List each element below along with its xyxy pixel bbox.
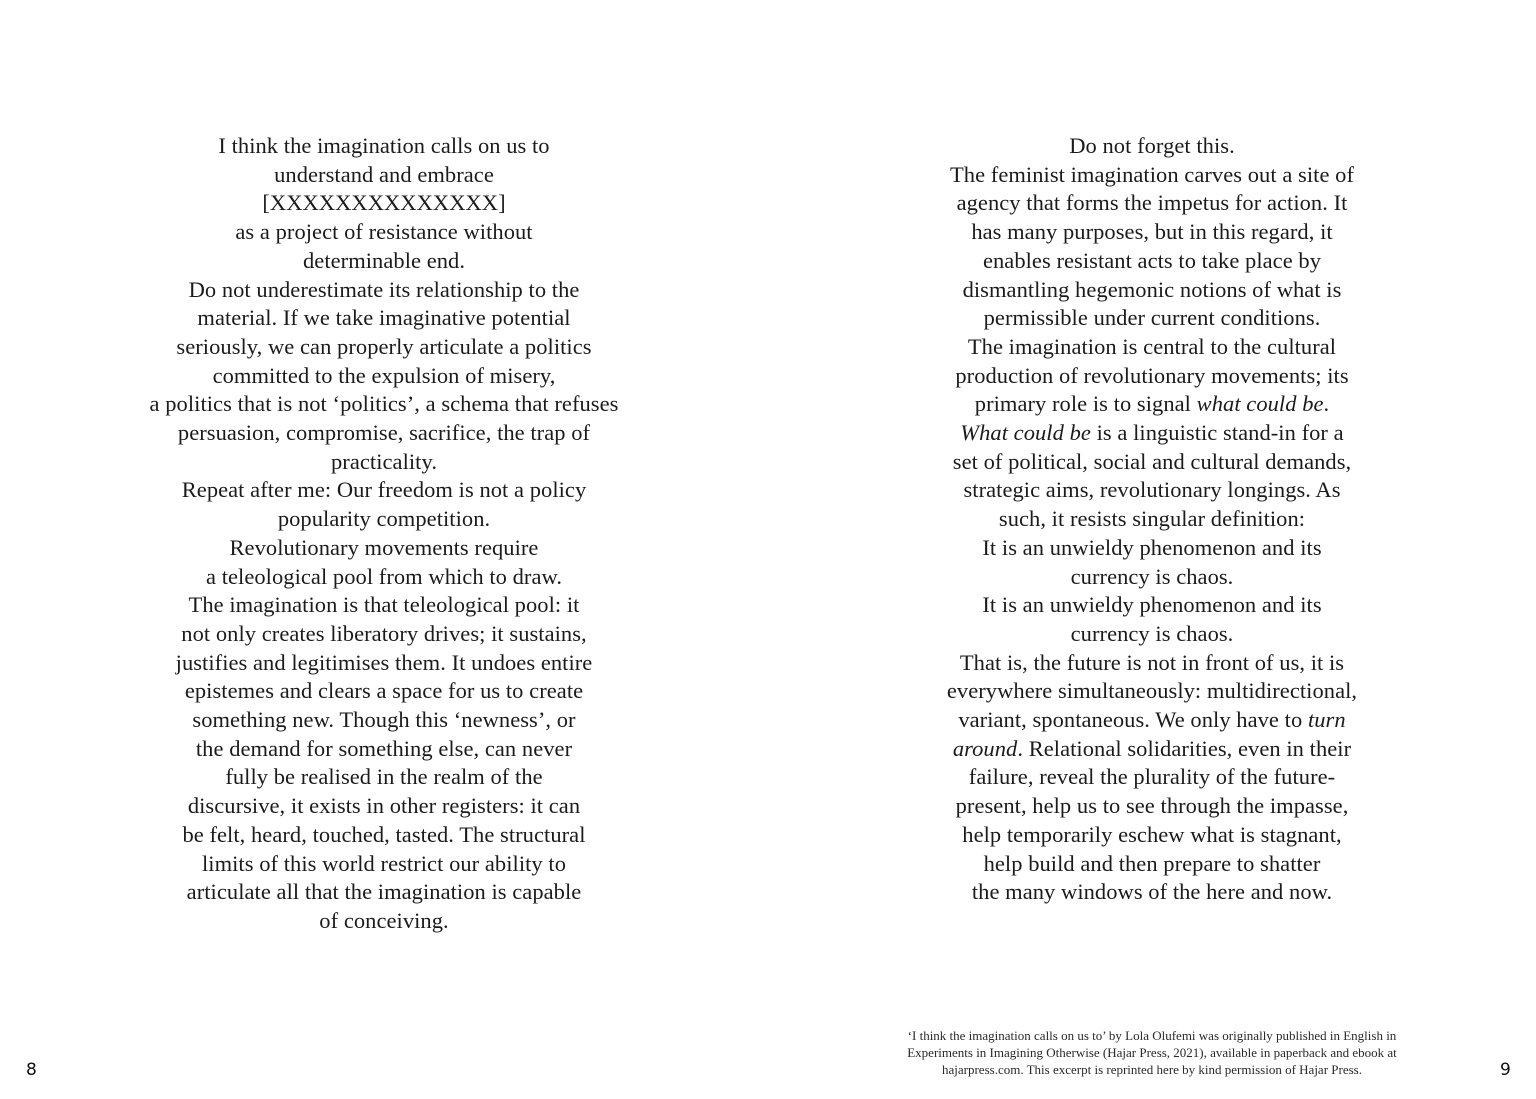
text-segment: help temporarily eschew what is stagnant, (962, 821, 1342, 847)
poem-line (892, 276, 1412, 305)
text-segment: agency that forms the impetus for action. It (956, 190, 1348, 216)
poem-line: justifies and legitimises them. It undoes entire (175, 649, 593, 675)
poem-line (892, 563, 1412, 592)
poem-line (892, 591, 1412, 620)
poem-line (892, 649, 1412, 678)
poem-line (892, 390, 1412, 419)
page-number-left: 8 (26, 1060, 37, 1080)
poem-line: [XXXXXXXXXXXXXX] (262, 190, 506, 216)
poem-line: as a project of resistance without (235, 219, 533, 245)
text-segment: such, it resists singular definition: (998, 506, 1306, 532)
poem-line: Do not underestimate its relationship to the (188, 276, 580, 302)
poem-line: popularity competition. (277, 506, 491, 532)
poem-line: something new. Though this ‘newness’, or (192, 707, 576, 733)
poem-line: of conceiving. (319, 907, 449, 933)
poem-line (892, 821, 1412, 850)
text-segment: primary role is to signal (974, 391, 1197, 417)
text-segment: currency is chaos. (1070, 563, 1234, 589)
credit-line: Experiments in Imagining Otherwise (Hajar Press, 2021), available in paperback and ebook at (907, 1045, 1397, 1061)
italic-phrase: what could be (1196, 391, 1324, 417)
poem-line: seriously, we can properly articulate a politics (176, 333, 592, 359)
italic-phrase: What could be (960, 420, 1091, 446)
text-segment: everywhere simultaneously: multidirectional, (946, 678, 1358, 704)
text-segment: Do not forget this. (1069, 133, 1235, 158)
poem-line: be felt, heard, touched, tasted. The structural (182, 821, 586, 847)
poem-line: understand and embrace (274, 161, 494, 187)
publication-credit (852, 1027, 1452, 1079)
text-segment: . Relational solidarities, even in their (1017, 735, 1352, 761)
poem-line (892, 735, 1412, 764)
poem-line: discursive, it exists in other registers: it can (187, 793, 581, 819)
page-number-right: 9 (1500, 1060, 1511, 1080)
text-segment: dismantling hegemonic notions of what is (962, 276, 1342, 302)
poem-line (892, 304, 1412, 333)
poem-line (892, 792, 1412, 821)
poem-line (892, 878, 1412, 907)
poem-line: persuasion, compromise, sacrifice, the trap of (177, 420, 591, 446)
text-segment: The imagination is central to the cultural (967, 333, 1337, 359)
poem-line: epistemes and clears a space for us to create (184, 678, 584, 704)
poem-line (892, 706, 1412, 735)
text-segment: the many windows of the here and now. (971, 879, 1333, 905)
text-segment: enables resistant acts to take place by (982, 247, 1322, 273)
text-segment: has many purposes, but in this regard, it (971, 219, 1333, 245)
poem-line (892, 476, 1412, 505)
poem-line: limits of this world restrict our ability to (201, 850, 567, 876)
poem-line: a politics that is not ‘politics’, a schema that refuses (149, 391, 619, 417)
italic-phrase: around (952, 735, 1018, 761)
poem-line: fully be realised in the realm of the (225, 764, 543, 790)
poem-line (892, 161, 1412, 190)
poem-line: material. If we take imaginative potential (197, 305, 571, 331)
poem-line: the demand for something else, can never (195, 735, 573, 761)
poem-line (892, 189, 1412, 218)
poem-line (892, 247, 1412, 276)
poem-line: I think the imagination calls on us to (218, 133, 550, 158)
text-segment: is a linguistic stand-in for a (1090, 420, 1344, 446)
text-segment: production of revolutionary movements; its (955, 362, 1349, 388)
poem-line: Revolutionary movements require (229, 534, 539, 560)
text-segment: It is an unwieldy phenomenon and its (982, 534, 1322, 560)
poem-line: The imagination is that teleological pool: it (188, 592, 580, 618)
poem-line (892, 763, 1412, 792)
poem-line (892, 362, 1412, 391)
poem-line (892, 620, 1412, 649)
text-segment: help build and then prepare to shatter (983, 850, 1321, 876)
poem-line: determinable end. (302, 247, 466, 273)
text-segment: present, help us to see through the impasse, (955, 793, 1349, 819)
poem-line (892, 677, 1412, 706)
poem-line (892, 419, 1412, 448)
poem-line (892, 850, 1412, 879)
italic-phrase: turn (1307, 707, 1346, 733)
text-segment: permissible under current conditions. (983, 305, 1321, 331)
poem-line: not only creates liberatory drives; it sustains, (181, 620, 587, 646)
text-segment: . (1323, 391, 1330, 417)
right-page-poem (892, 132, 1412, 907)
poem-line: Repeat after me: Our freedom is not a policy (181, 477, 587, 503)
text-segment: currency is chaos. (1070, 620, 1234, 646)
poem-line (892, 448, 1412, 477)
poem-line: practicality. (330, 448, 437, 474)
poem-line (892, 505, 1412, 534)
text-segment: variant, spontaneous. We only have to (958, 707, 1308, 733)
poem-line: committed to the expulsion of misery, (212, 362, 556, 388)
text-segment: It is an unwieldy phenomenon and its (982, 592, 1322, 618)
credit-line: hajarpress.com. This excerpt is reprinted here by kind permission of Hajar Press. (942, 1062, 1362, 1078)
text-segment: strategic aims, revolutionary longings. As (963, 477, 1341, 503)
text-segment: set of political, social and cultural demands, (952, 448, 1352, 474)
poem-line (892, 333, 1412, 362)
poem-line: a teleological pool from which to draw. (205, 563, 562, 589)
poem-line (892, 534, 1412, 563)
left-page-poem (124, 132, 644, 936)
credit-line: ‘I think the imagination calls on us to’ by Lola Olufemi was originally published in English in (907, 1028, 1397, 1043)
poem-line: articulate all that the imagination is capable (186, 879, 582, 905)
poem-line (892, 132, 1412, 161)
text-segment: failure, reveal the plurality of the future- (968, 764, 1336, 790)
poem-line (892, 218, 1412, 247)
text-segment: The feminist imagination carves out a site of (949, 161, 1354, 187)
text-segment: That is, the future is not in front of us, it is (959, 649, 1345, 675)
